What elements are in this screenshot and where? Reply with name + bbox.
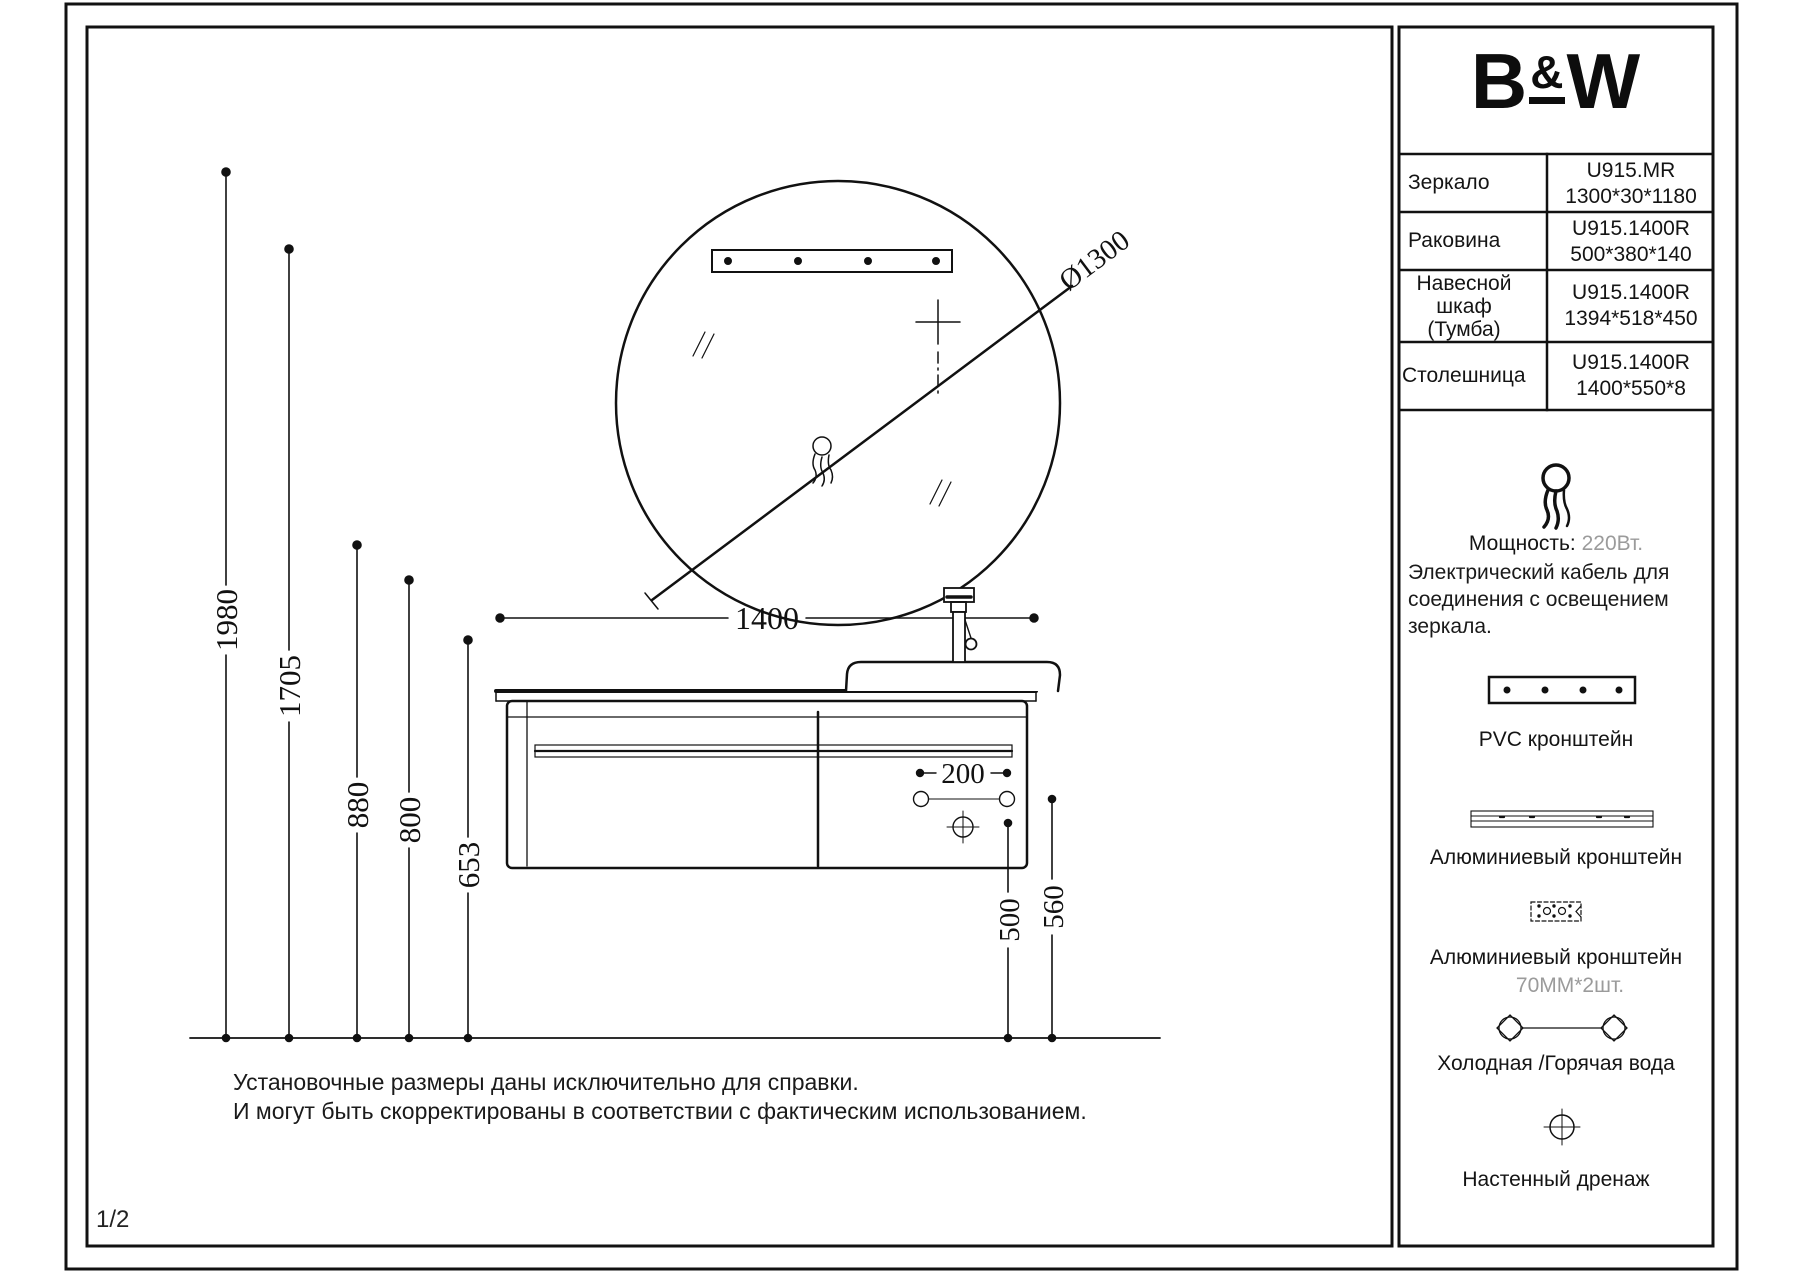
dimension-800-label: 800 <box>392 796 427 844</box>
logo-letter-w: W <box>1566 37 1642 125</box>
dimension-653-label: 653 <box>451 841 486 889</box>
page-number: 1/2 <box>96 1206 130 1233</box>
drain-point <box>947 811 979 843</box>
center-cross-mark <box>916 300 960 398</box>
dimension-500 <box>994 820 1026 1042</box>
spec-row-value-wall-cabinet <box>1549 280 1713 332</box>
dimension-200 <box>917 758 1011 790</box>
footnote <box>233 1068 1087 1126</box>
spec-row-label-mirror: Зеркало <box>1408 171 1490 194</box>
dimension-1400-label: 1400 <box>735 600 799 636</box>
power-note-line2: соединения с освещением <box>1408 588 1669 611</box>
dimension-560-label: 560 <box>1038 885 1070 929</box>
power-note-line3: зеркала. <box>1408 615 1492 638</box>
dimension-200-label: 200 <box>941 758 985 790</box>
spec-row-label-countertop: Столешница <box>1402 364 1526 387</box>
footnote-line1: Установочные размеры даны исключительно для справки. <box>233 1069 859 1095</box>
mirror-circle <box>616 181 1060 625</box>
mirror <box>616 181 1136 625</box>
dimension-1705-label: 1705 <box>272 655 307 717</box>
spec-row-value-basin <box>1549 216 1713 268</box>
aluminium-bracket-small-label: Алюминиевый кронштейн <box>1429 946 1683 969</box>
dimension-880 <box>340 541 375 1042</box>
glass-hatch-marks <box>693 332 951 506</box>
dimension-1980 <box>209 168 244 1042</box>
brand-logo <box>1399 37 1713 125</box>
dimension-1980-label: 1980 <box>209 589 244 651</box>
spec-row-value-countertop <box>1549 350 1713 402</box>
aluminium-bracket-small-size: 70MM*2шт. <box>1515 974 1625 997</box>
dimension-1705 <box>272 245 307 1042</box>
mirror-lamp-symbol <box>813 437 833 486</box>
diameter-label: Ø1300 <box>1053 224 1136 298</box>
pvc-bracket-label: PVC кронштейн <box>1478 728 1634 751</box>
handle-strip <box>535 745 1012 757</box>
aluminium-bracket-small-icon <box>1531 902 1581 921</box>
drawing-frame <box>87 27 1392 1246</box>
dimension-560 <box>1038 796 1070 1042</box>
model-number: U915.MR <box>1586 159 1676 182</box>
power-cable-icon <box>1543 465 1569 528</box>
faucet <box>944 588 977 662</box>
item-size: 1300*30*1180 <box>1565 185 1697 208</box>
spec-row-label-basin: Раковина <box>1408 229 1501 252</box>
dimension-880-label: 880 <box>340 781 375 829</box>
power-note-line1: Электрический кабель для <box>1408 561 1670 584</box>
item-size: 500*380*140 <box>1570 243 1692 266</box>
logo-letter-b: B <box>1470 37 1529 125</box>
countertop-basin <box>846 662 1060 691</box>
model-number: U915.1400R <box>1572 281 1690 304</box>
power-label: Мощность: <box>1468 532 1576 555</box>
model-number: U915.1400R <box>1572 351 1690 374</box>
pvc-bracket-icon <box>1489 677 1635 703</box>
dimension-500-label: 500 <box>994 898 1026 942</box>
diameter-annotation <box>645 286 1072 609</box>
water-supply-points <box>914 792 1015 807</box>
spec-row-value-mirror <box>1549 158 1713 210</box>
power-value: 220Вт. <box>1581 532 1644 555</box>
countertop <box>496 691 1036 701</box>
drain-label: Настенный дренаж <box>1462 1168 1650 1191</box>
water-valves-icon <box>1497 1015 1627 1041</box>
logo-ampersand: & <box>1529 49 1565 104</box>
power-note-title <box>1399 532 1713 556</box>
spec-row-label-wall-cabinet: Навесной шкаф (Тумба) <box>1416 272 1512 341</box>
aluminium-bracket-long-label: Алюминиевый кронштейн <box>1429 846 1683 869</box>
item-size: 1394*518*450 <box>1564 307 1698 330</box>
water-label: Холодная /Горячая вода <box>1437 1052 1675 1075</box>
dimension-lines <box>209 168 1070 1042</box>
wall-drain-icon <box>1544 1109 1580 1145</box>
dimension-800 <box>392 576 427 1042</box>
aluminium-bracket-long-icon <box>1471 811 1653 827</box>
item-size: 1400*550*8 <box>1576 377 1686 400</box>
model-number: U915.1400R <box>1572 217 1690 240</box>
mirror-hanging-bracket <box>712 250 952 272</box>
dimension-653 <box>451 636 486 1042</box>
footnote-line2: И могут быть скорректированы в соответствии с фактическим использованием. <box>233 1098 1087 1124</box>
